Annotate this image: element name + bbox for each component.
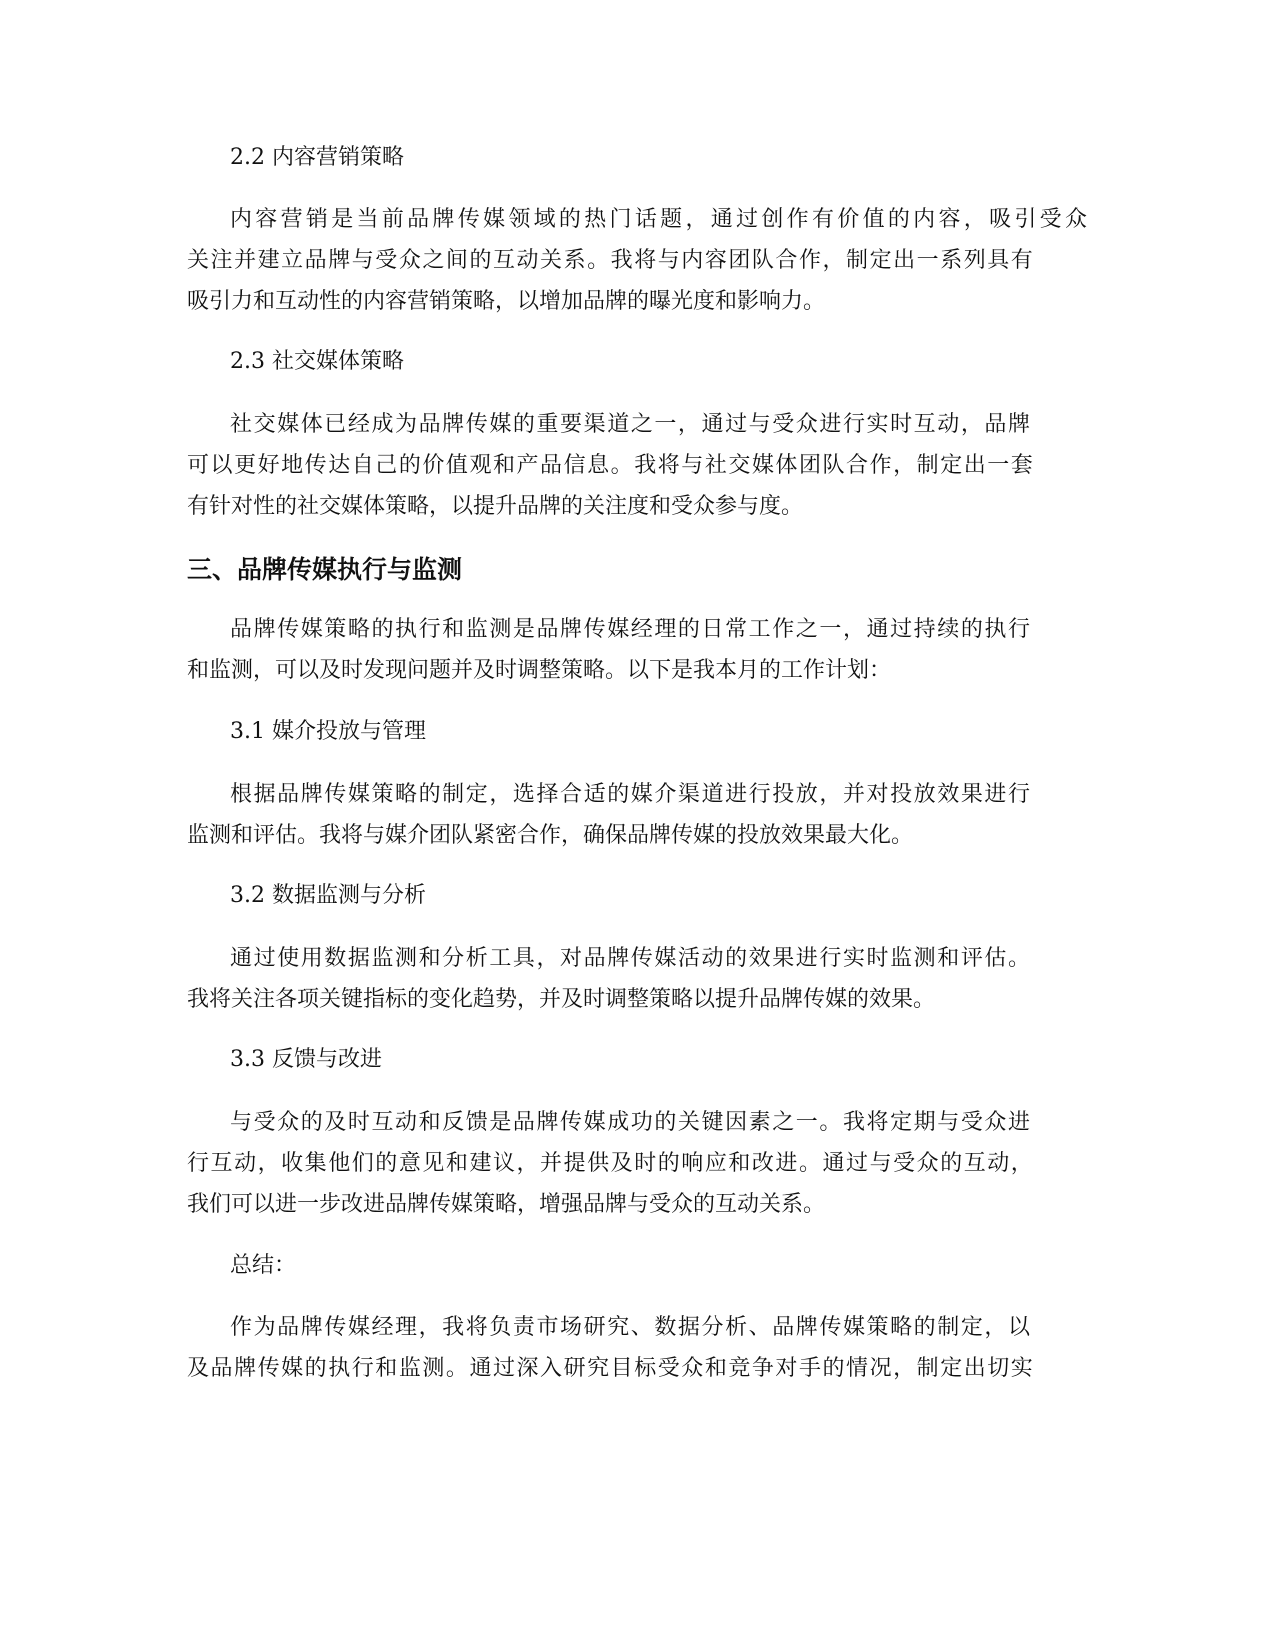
paragraph-3-1-line-1: 根据品牌传媒策略的制定，选择合适的媒介渠道进行投放，并对投放效果进行 xyxy=(230,782,1030,807)
subheading-2-2: 2.2 内容营销策略 xyxy=(230,145,404,170)
summary-line-2: 及品牌传媒的执行和监测。通过深入研究目标受众和竞争对手的情况，制定出切实 xyxy=(187,1356,1033,1381)
summary-heading: 总结： xyxy=(230,1253,297,1278)
paragraph-2-2-line-3: 吸引力和互动性的内容营销策略，以增加品牌的曝光度和影响力。 xyxy=(187,289,826,314)
section-heading-3: 三、品牌传媒执行与监测 xyxy=(187,555,463,584)
paragraph-2-3-line-2: 可以更好地传达自己的价值观和产品信息。我将与社交媒体团队合作，制定出一套 xyxy=(187,453,1033,478)
paragraph-3-3-line-3: 我们可以进一步改进品牌传媒策略，增强品牌与受众的互动关系。 xyxy=(187,1192,826,1217)
paragraph-3-1-line-2: 监测和评估。我将与媒介团队紧密合作，确保品牌传媒的投放效果最大化。 xyxy=(187,823,914,848)
paragraph-2-2-line-1: 内容营销是当前品牌传媒领域的热门话题，通过创作有价值的内容，吸引受众 xyxy=(230,207,1087,232)
subheading-3-1: 3.1 媒介投放与管理 xyxy=(230,719,426,744)
paragraph-3-line-1: 品牌传媒策略的执行和监测是品牌传媒经理的日常工作之一，通过持续的执行 xyxy=(230,617,1030,642)
paragraph-3-3-line-2: 行互动，收集他们的意见和建议，并提供及时的响应和改进。通过与受众的互动， xyxy=(187,1151,1033,1176)
paragraph-3-2-line-2: 我将关注各项关键指标的变化趋势，并及时调整策略以提升品牌传媒的效果。 xyxy=(187,987,936,1012)
paragraph-3-2-line-1: 通过使用数据监测和分析工具，对品牌传媒活动的效果进行实时监测和评估。 xyxy=(230,946,1030,971)
paragraph-2-3-line-3: 有针对性的社交媒体策略，以提升品牌的关注度和受众参与度。 xyxy=(187,494,804,519)
subheading-3-2: 3.2 数据监测与分析 xyxy=(230,883,426,908)
paragraph-2-2-line-2: 关注并建立品牌与受众之间的互动关系。我将与内容团队合作，制定出一系列具有 xyxy=(187,248,1033,273)
subheading-2-3: 2.3 社交媒体策略 xyxy=(230,349,404,374)
summary-line-1: 作为品牌传媒经理，我将负责市场研究、数据分析、品牌传媒策略的制定，以 xyxy=(230,1315,1030,1340)
paragraph-2-3-line-1: 社交媒体已经成为品牌传媒的重要渠道之一，通过与受众进行实时互动，品牌 xyxy=(230,412,1030,437)
paragraph-3-line-2: 和监测，可以及时发现问题并及时调整策略。以下是我本月的工作计划： xyxy=(187,658,892,683)
paragraph-3-3-line-1: 与受众的及时互动和反馈是品牌传媒成功的关键因素之一。我将定期与受众进 xyxy=(230,1110,1030,1135)
subheading-3-3: 3.3 反馈与改进 xyxy=(230,1047,382,1072)
